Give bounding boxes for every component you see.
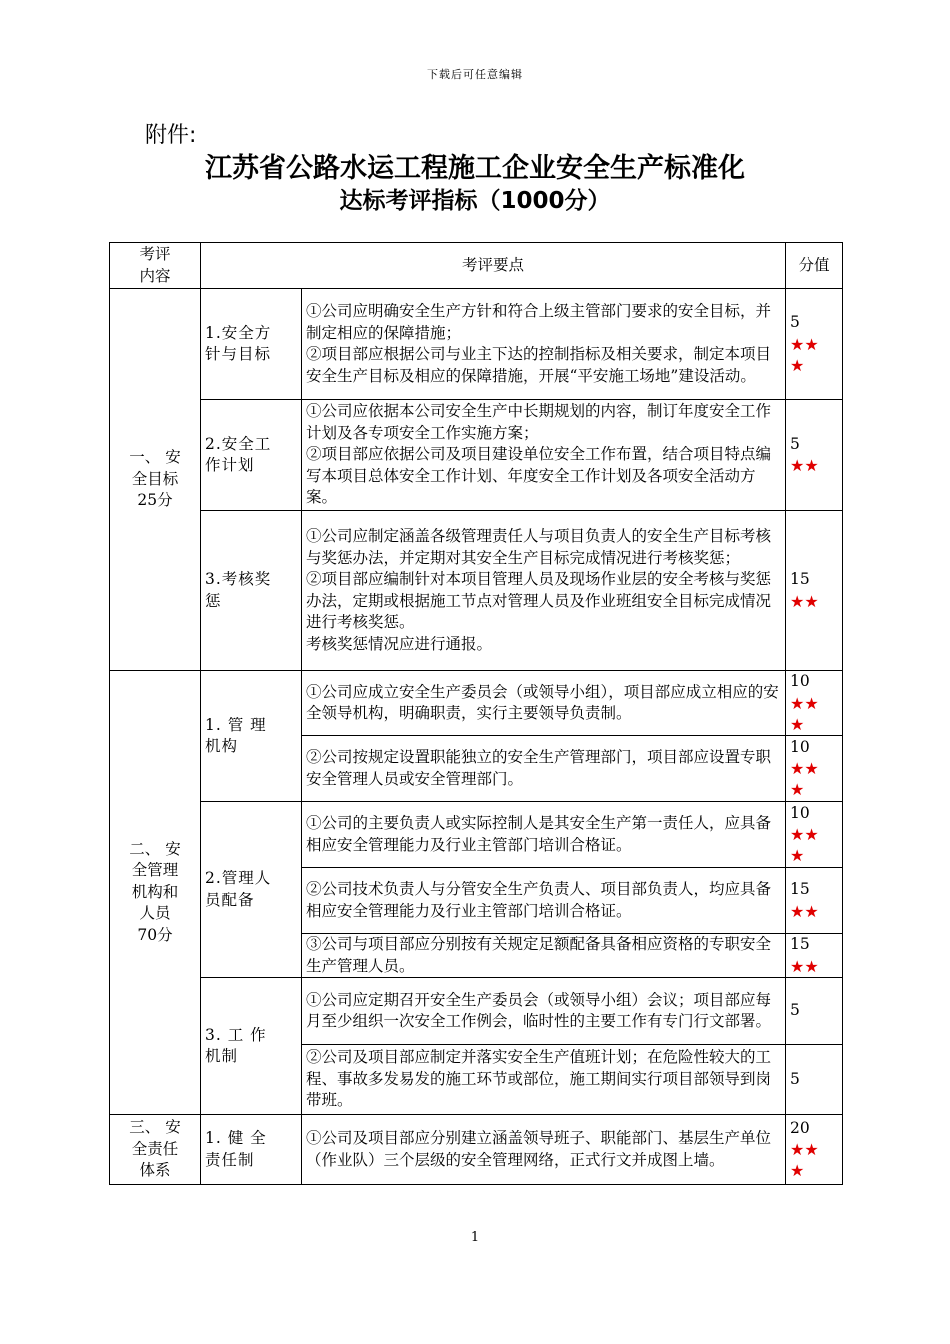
score-cell bbox=[786, 802, 843, 868]
requirement-text: ②公司及项目部应制定并落实安全生产值班计划；在危险性较大的工程、事故多发易发的施工环节或部位，施工期间实行项目部领导到岗带班。 bbox=[302, 1045, 786, 1115]
score-value: 15 bbox=[790, 935, 810, 954]
score-value: 5 bbox=[790, 434, 800, 453]
score-value: 5 bbox=[790, 313, 800, 332]
table-row bbox=[110, 671, 843, 736]
score-cell bbox=[786, 511, 843, 671]
star-rating: ★★ ★ bbox=[790, 334, 819, 375]
table-header-row bbox=[110, 243, 843, 289]
score-value: 10 bbox=[790, 672, 810, 691]
star-rating: ★★ bbox=[790, 956, 819, 976]
score-value: 5 bbox=[790, 1001, 800, 1020]
star-rating: ★★ bbox=[790, 591, 819, 611]
score-cell bbox=[786, 1045, 843, 1115]
requirement-text: ①公司的主要负责人或实际控制人是其安全生产第一责任人，应具备相应安全管理能力及行业主管部门培训合格证。 bbox=[302, 802, 786, 868]
star-rating: ★★ ★ bbox=[790, 825, 819, 866]
item-label: 2.管理人 员配备 bbox=[201, 802, 302, 978]
table-row bbox=[110, 1115, 843, 1185]
score-value: 5 bbox=[790, 1069, 800, 1088]
requirement-text: ①公司及项目部应分别建立涵盖领导班子、职能部门、基层生产单位（作业队）三个层级的安全管理网络，正式行文并成图上墙。 bbox=[302, 1115, 786, 1185]
page-number: 1 bbox=[470, 1230, 480, 1245]
score-cell bbox=[786, 671, 843, 736]
score-cell bbox=[786, 289, 843, 400]
table-row bbox=[110, 289, 843, 400]
item-label: 2.安全工 作计划 bbox=[201, 400, 302, 511]
category-label: 一、 安 全目标 25分 bbox=[110, 289, 201, 671]
score-cell bbox=[786, 868, 843, 934]
item-label: 1. 管 理 机构 bbox=[201, 671, 302, 802]
header-content: 考评 内容 bbox=[110, 243, 201, 289]
requirement-text: ①公司应定期召开安全生产委员会（或领导小组）会议；项目部应每月至少组织一次安全工作例会，临时性的主要工作有专门行文部署。 bbox=[302, 978, 786, 1045]
attachment-label: 附件: bbox=[145, 123, 197, 148]
score-value: 15 bbox=[790, 570, 810, 589]
page-title-line2: 达标考评指标（1000分） bbox=[339, 188, 611, 214]
assessment-table bbox=[109, 242, 843, 1185]
score-value: 10 bbox=[790, 737, 810, 756]
table-row bbox=[110, 400, 843, 511]
requirement-text: ②公司技术负责人与分管安全生产负责人、项目部负责人，均应具备相应安全管理能力及行业主管部门培训合格证。 bbox=[302, 868, 786, 934]
requirement-text: ②公司按规定设置职能独立的安全生产管理部门，项目部应设置专职安全管理人员或安全管理部门。 bbox=[302, 736, 786, 802]
requirement-text: ③公司与项目部应分别按有关规定足额配备具备相应资格的专职安全生产管理人员。 bbox=[302, 934, 786, 978]
star-rating: ★★ bbox=[790, 456, 819, 476]
score-value: 15 bbox=[790, 880, 810, 899]
star-rating: ★★ ★ bbox=[790, 1140, 819, 1181]
header-note: 下载后可任意编辑 bbox=[427, 68, 523, 81]
requirement-text: ①公司应成立安全生产委员会（或领导小组），项目部应成立相应的安全领导机构，明确职责，实行主要领导负责制。 bbox=[302, 671, 786, 736]
requirement-text: ①公司应依据本公司安全生产中长期规划的内容，制订年度安全工作计划及各专项安全工作实施方案； ②项目部应依据公司及项目建设单位安全工作布置，结合项目特点编写本项目总体安全工作计划、年度安全工作计划及各项安全活动方案。 bbox=[302, 400, 786, 511]
item-label: 1.安全方 针与目标 bbox=[201, 289, 302, 400]
category-label: 三、 安 全责任 体系 bbox=[110, 1115, 201, 1185]
header-points: 考评要点 bbox=[201, 243, 786, 289]
score-cell bbox=[786, 736, 843, 802]
score-value: 20 bbox=[790, 1118, 810, 1137]
table-row bbox=[110, 802, 843, 868]
item-label: 3. 工 作 机制 bbox=[201, 978, 302, 1115]
score-cell bbox=[786, 978, 843, 1045]
star-rating: ★★ ★ bbox=[790, 759, 819, 800]
star-rating: ★★ bbox=[790, 901, 819, 921]
star-rating: ★★ ★ bbox=[790, 693, 819, 734]
page-title-line1: 江苏省公路水运工程施工企业安全生产标准化 bbox=[205, 153, 745, 184]
table-row bbox=[110, 978, 843, 1045]
item-label: 3.考核奖 惩 bbox=[201, 511, 302, 671]
table-row bbox=[110, 511, 843, 671]
header-score: 分值 bbox=[786, 243, 843, 289]
score-cell bbox=[786, 1115, 843, 1185]
score-value: 10 bbox=[790, 803, 810, 822]
requirement-text: ①公司应制定涵盖各级管理责任人与项目负责人的安全生产目标考核与奖惩办法，并定期对其安全生产目标完成情况进行考核奖惩； ②项目部应编制针对本项目管理人员及现场作业层的安全考核与奖惩办法，定期或根据施工节点对管理人员及作业班组安全目标完成情况进行考核奖惩。 考核奖惩情况应进行通报。 bbox=[302, 511, 786, 671]
item-label: 1. 健 全 责任制 bbox=[201, 1115, 302, 1185]
score-cell bbox=[786, 934, 843, 978]
category-label: 二、 安 全管理 机构和 人员 70分 bbox=[110, 671, 201, 1115]
requirement-text: ①公司应明确安全生产方针和符合上级主管部门要求的安全目标，并制定相应的保障措施； ②项目部应根据公司与业主下达的控制指标及相关要求，制定本项目安全生产目标及相应的保障措施，开展“平安施工场地”建设活动。 bbox=[302, 289, 786, 400]
score-cell bbox=[786, 400, 843, 511]
